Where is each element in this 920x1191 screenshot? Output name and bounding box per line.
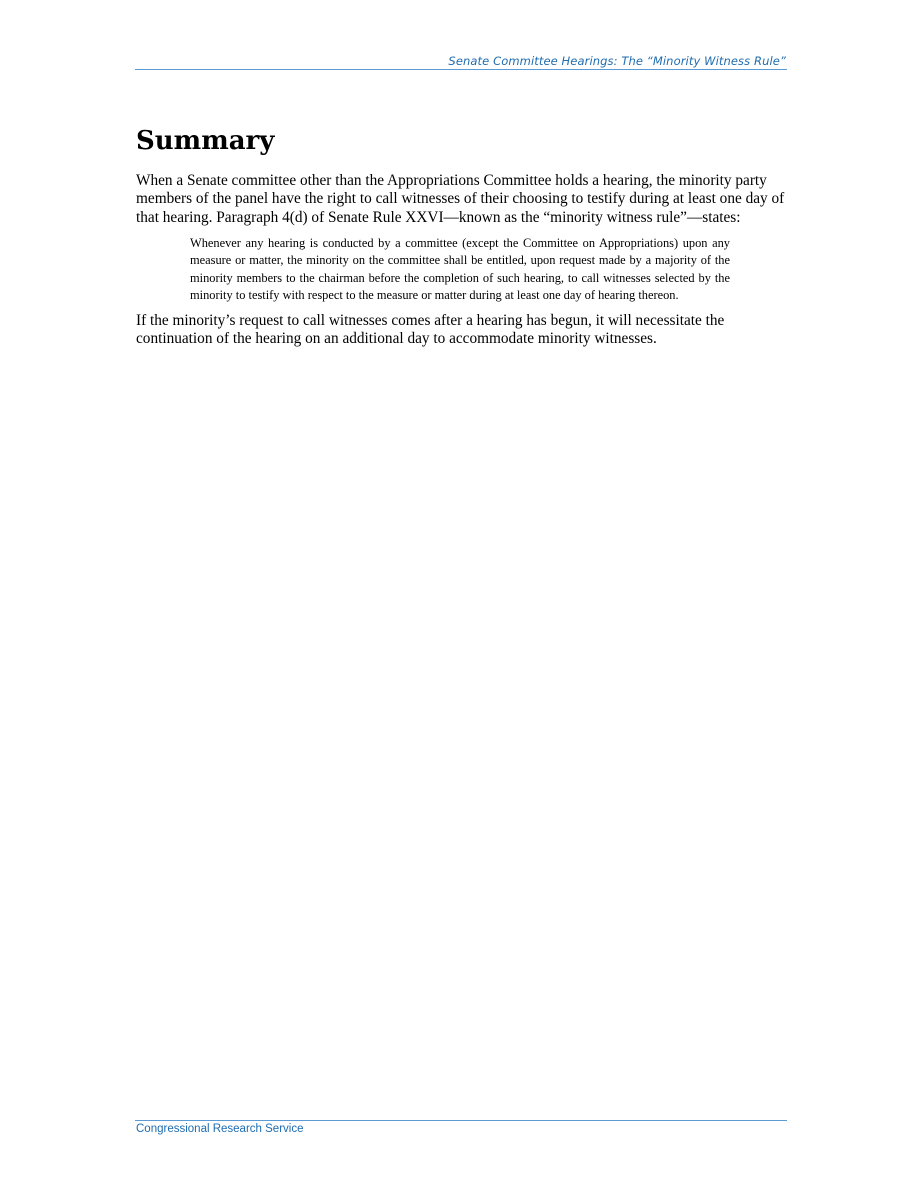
- running-header-title: Senate Committee Hearings: The “Minority Witness Rule”: [448, 54, 786, 68]
- summary-section: [136, 120, 786, 349]
- footer-rule: [135, 1120, 787, 1121]
- section-title: Summary: [136, 126, 275, 156]
- closing-paragraph: If the minority’s request to call witnesses comes after a hearing has begun, it will necessitate the continuation of the hearing on an additional day to accommodate minority witnesses.: [136, 312, 725, 348]
- intro-paragraph: When a Senate committee other than the Appropriations Committee holds a hearing, the minority party members of the panel have the right to call witnesses of their choosing to testify during at least one day of that hearing. Paragraph 4(d) of Senate Rule XXVI—known as the “minority witness rule”—states:: [136, 172, 785, 226]
- header-rule: [135, 69, 787, 70]
- rule-block-quote: Whenever any hearing is conducted by a committee (except the Committee on Appropriations) upon any measure or matter, the minority on the committee shall be entitled, upon request made by a majority of the minority members to the chairman before the completion of such hearing, to call witnesses selected by the minority to testify with respect to the measure or matter during at least one day of hearing thereon.: [190, 236, 730, 302]
- footer-organization: Congressional Research Service: [136, 1123, 304, 1135]
